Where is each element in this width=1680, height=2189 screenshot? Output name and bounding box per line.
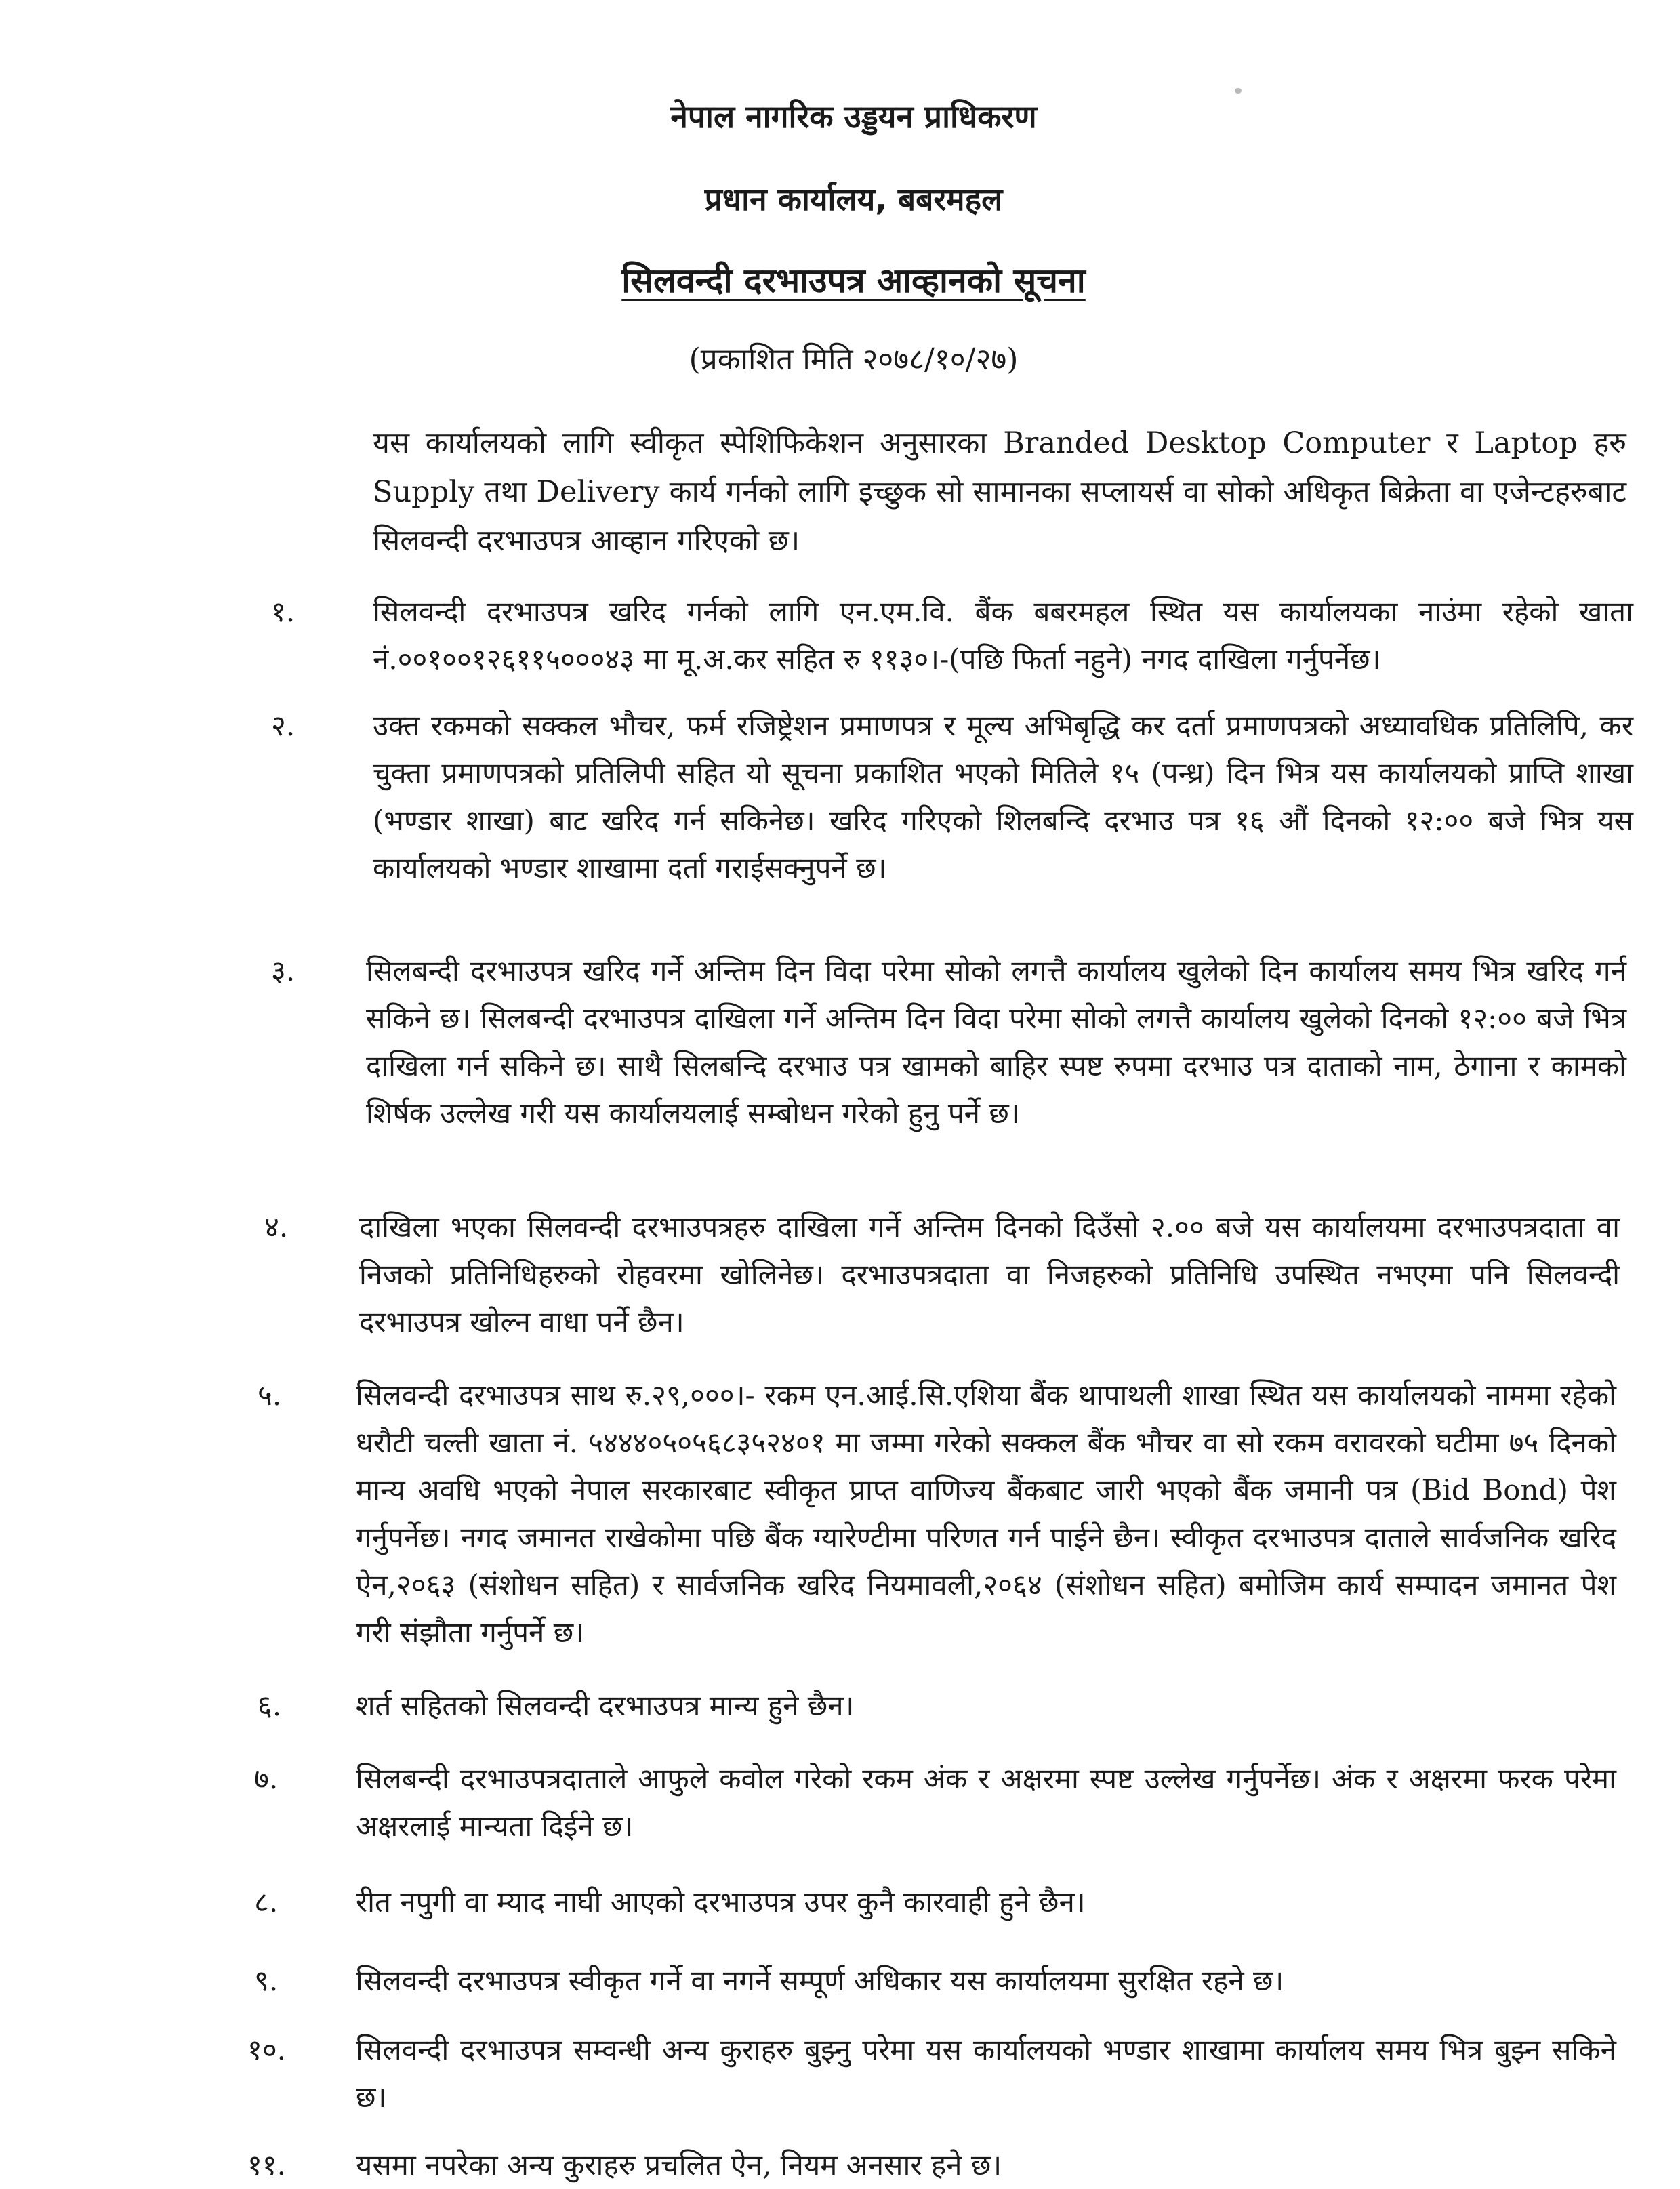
list-item-text: सिलबन्दी दरभाउपत्रदाताले आफुले कवोल गरेको रकम अंक र अक्षरमा स्पष्ट उल्लेख गर्नुपर्नेछ। अंक र अक्षरमा फरक परेमा अक्षरलाई मान्यता दिईने छ। [356, 1762, 1616, 1843]
list-item-text: सिलवन्दी दरभाउपत्र साथ रु.२९,०००।- रकम एन.आई.सि.एशिया बैंक थापाथली शाखा स्थित यस कार्यालयको नाममा रहेको धरौटी चल्ती खाता नं. ५४४४०५०५६८३५२४०१ मा जम्मा गरेको सक्कल बैंक भौचर वा सो रकम वरावरको घटीमा ७५ दिनको मान्य अवधि भएको नेपाल सरकारबाट स्वीकृत प्राप्त वाणिज्य बैंकबाट जारी भएको बैंक जमानी पत्र (Bid Bond) पेश गर्नुपर्नेछ। नगद जमानत राखेकोमा पछि बैंक ग्यारेण्टीमा परिणत गर्न पाईने छैन। स्वीकृत दरभाउपत्र दाताले सार्वजनिक खरिद ऐन,२०६३ (संशोधन सहित) र सार्वजनिक खरिद नियमावली,२०६४ (संशोधन सहित) बमोजिम कार्य सम्पादन जमानत पेश गरी संझौता गर्नुपर्ने छ। [356, 1378, 1616, 1649]
list-item-number: ३. [271, 954, 295, 987]
list-item-number: १. [271, 595, 295, 628]
list-item-text: दाखिला भएका सिलवन्दी दरभाउपत्रहरु दाखिला गर्ने अन्तिम दिनको दिउँसो २.०० बजे यस कार्यालयमा दरभाउपत्रदाता वा निजको प्रतिनिधिहरुको रोहवरमा खोलिनेछ। दरभाउपत्रदाता वा निजहरुको प्रतिनिधि उपस्थित नभएमा पनि सिलवन्दी दरभाउपत्र खोल्न वाधा पर्ने छैन। [359, 1210, 1620, 1338]
organization-name: नेपाल नागरिक उड्डयन प्राधिकरण [670, 98, 1037, 135]
list-item-number: १०. [247, 2033, 287, 2066]
intro-paragraph: यस कार्यालयको लागि स्वीकृत स्पेशिफिकेशन अनुसारका Branded Desktop Computer र Laptop हरु Supply तथा Delivery कार्य गर्नको लागि इच्छुक सो सामानका सप्लायर्स वा सोको अधिकृत बिक्रेता वा एजेन्टहरुबाट सिलवन्दी दरभाउपत्र आव्हान गरिएको छ। [373, 426, 1626, 558]
list-item-number: २. [271, 709, 295, 742]
list-item-number: ७. [254, 1762, 279, 1795]
list-item-text: रीत नपुगी वा म्याद नाघी आएको दरभाउपत्र उपर कुनै कारवाही हुने छैन। [356, 1885, 1086, 1919]
list-item-number: ४. [264, 1210, 289, 1244]
list-item-text: सिलवन्दी दरभाउपत्र खरिद गर्नको लागि एन.एम.वि. बैंक बबरमहल स्थित यस कार्यालयका नाउंमा रहेको खाता नं.००१००१२६११५०००४३ मा मू.अ.कर सहित रु ११३०।-(पछि फिर्ता नहुने) नगद दाखिला गर्नुपर्नेछ। [373, 595, 1633, 676]
scan-speck [1235, 88, 1242, 94]
list-item-number: ९. [254, 1964, 279, 1997]
list-item-text: सिलबन्दी दरभाउपत्र खरिद गर्ने अन्तिम दिन विदा परेमा सोको लगत्तै कार्यालय खुलेको दिन कार्यालय समय भित्र खरिद गर्न सकिने छ। सिलबन्दी दरभाउपत्र दाखिला गर्ने अन्तिम दिन विदा परेमा सोको लगत्तै कार्यालय खुलेको दिनको १२:०० बजे भित्र दाखिला गर्न सकिने छ। साथै सिलबन्दि दरभाउ पत्र खामको बाहिर स्पष्ट रुपमा दरभाउ पत्र दाताको नाम, ठेगाना र कामको शिर्षक उल्लेख गरी यस कार्यालयलाई सम्बोधन गरेको हुनु पर्ने छ। [366, 954, 1626, 1130]
list-item-number: ८. [254, 1885, 279, 1919]
list-item-text: शर्त सहितको सिलवन्दी दरभाउपत्र मान्य हुने छैन। [356, 1689, 855, 1722]
list-item-text: उक्त रकमको सक्कल भौचर, फर्म रजिष्ट्रेशन प्रमाणपत्र र मूल्य अभिबृद्धि कर दर्ता प्रमाणपत्रको अध्यावधिक प्रतिलिपि, कर चुक्ता प्रमाणपत्रको प्रतिलिपी सहित यो सूचना प्रकाशित भएको मितिले १५ (पन्ध्र) दिन भित्र यस कार्यालयको प्राप्ति शाखा (भण्डार शाखा) बाट खरिद गर्न सकिनेछ। खरिद गरिएको शिलबन्दि दरभाउ पत्र १६ औं दिनको १२:०० बजे भित्र यस कार्यालयको भण्डार शाखामा दर्ता गराईसक्नुपर्ने छ। [373, 709, 1633, 884]
list-item-number: ११. [247, 2148, 287, 2182]
list-item-number: ६. [258, 1689, 282, 1722]
list-item-text: सिलवन्दी दरभाउपत्र स्वीकृत गर्ने वा नगर्ने सम्पूर्ण अधिकार यस कार्यालयमा सुरक्षित रहने छ। [356, 1964, 1284, 1997]
list-item-number: ५. [258, 1378, 282, 1412]
list-item-text: सिलवन्दी दरभाउपत्र सम्वन्धी अन्य कुराहरु बुझ्नु परेमा यस कार्यालयको भण्डार शाखामा कार्यालय समय भित्र बुझ्न सकिने छ। [356, 2033, 1616, 2114]
list-item-text: यसमा नपरेका अन्य कुराहरु प्रचलित ऐन, नियम अनसार हने छ। [356, 2148, 1002, 2182]
publication-date: (प्रकाशित मिति २०७८/१०/२७) [689, 342, 1019, 377]
office-name: प्रधान कार्यालय, बबरमहल [704, 181, 1003, 218]
notice-title [14, 256, 1680, 302]
notice-title-text: सिलवन्दी दरभाउपत्र आव्हानको सूचना [621, 261, 1086, 300]
